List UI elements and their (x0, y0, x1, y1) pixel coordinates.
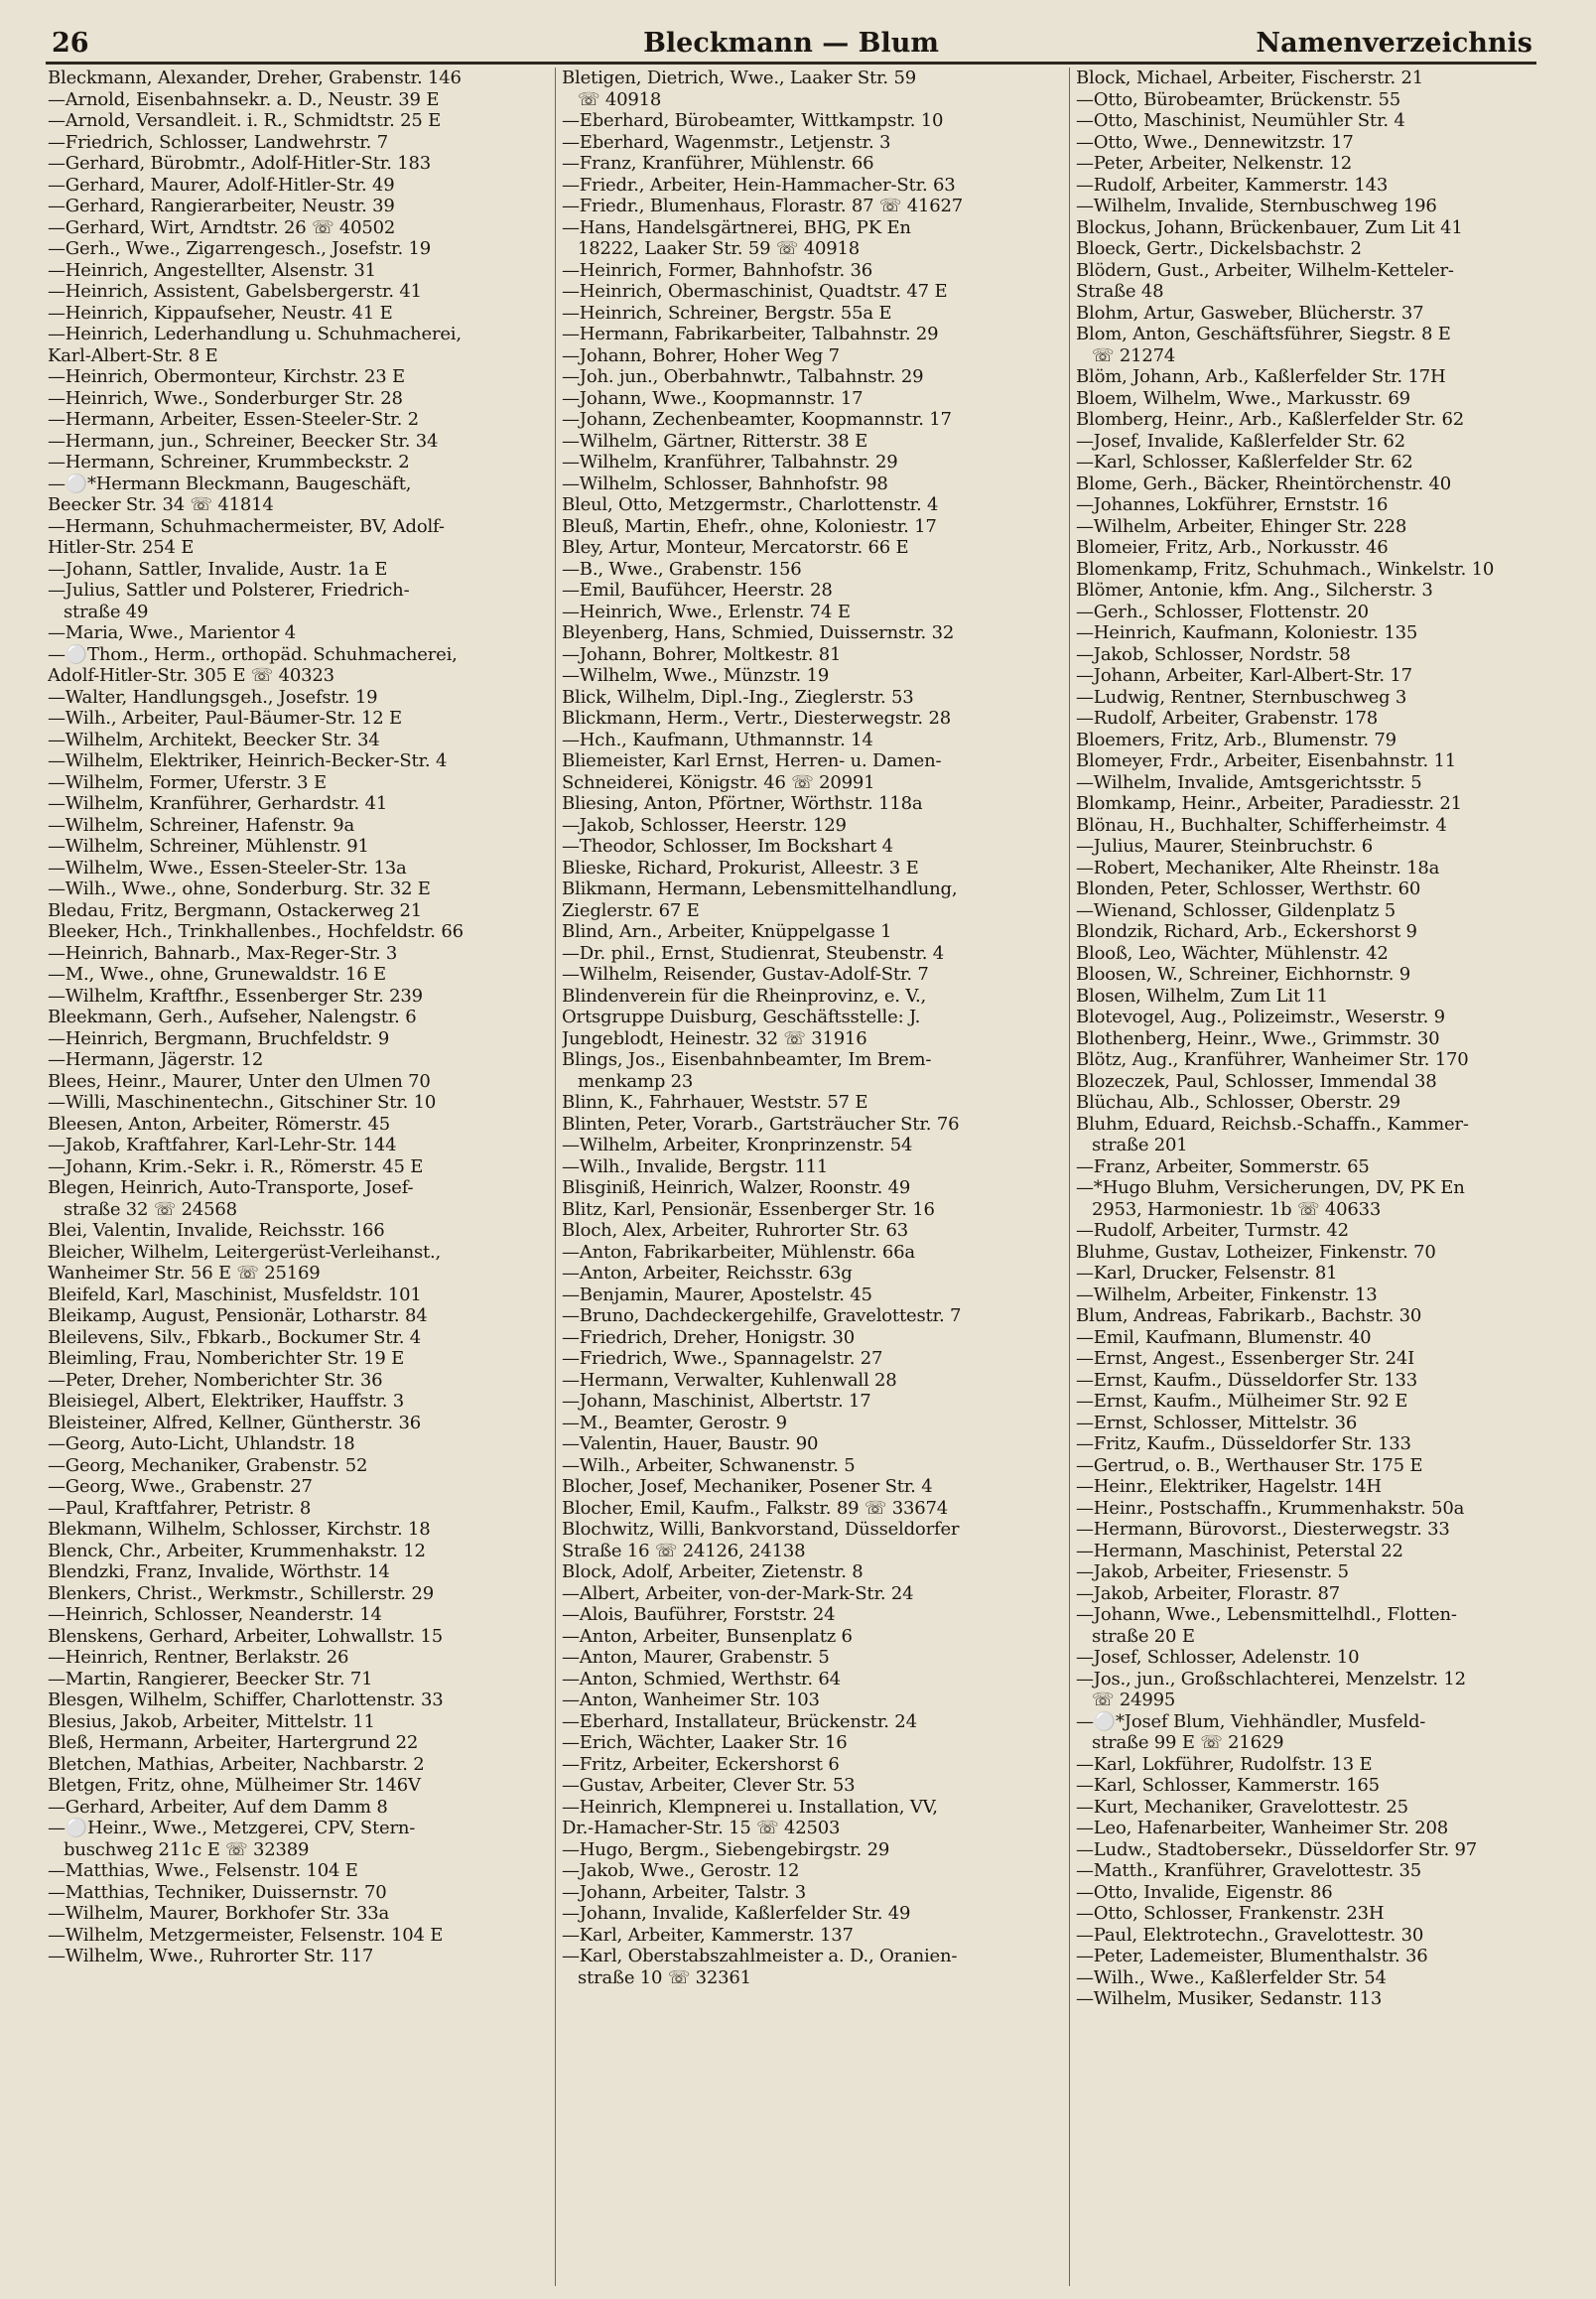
directory-entry: Blindenverein für die Rheinprovinz, e. V., (562, 985, 927, 1007)
directory-entry: —Heinrich, Bergmann, Bruchfeldstr. 9 (48, 1027, 390, 1049)
directory-entry: —Eberhard, Wagenmstr., Letjenstr. 3 (562, 131, 891, 153)
directory-entry: —B., Wwe., Grabenstr. 156 (562, 558, 802, 580)
directory-entry: —Jakob, Schlosser, Nordstr. 58 (1076, 643, 1351, 665)
directory-entry: —Johann, Krim.-Sekr. i. R., Römerstr. 45 E (48, 1155, 424, 1177)
directory-entry: Blocher, Josef, Mechaniker, Posener Str. 4 (562, 1476, 933, 1497)
directory-entry: Blomberg, Heinr., Arb., Kaßlerfelder Str. 62 (1076, 409, 1464, 430)
directory-entry: Bleilevens, Silv., Fbkarb., Bockumer Str. 4 (48, 1326, 422, 1348)
directory-entry: —Wilhelm, Invalide, Sternbuschweg 196 (1076, 196, 1437, 216)
directory-entry: Blees, Heinr., Maurer, Unter den Ulmen 70 (48, 1070, 431, 1092)
directory-entry: Blendzki, Franz, Invalide, Wörthstr. 14 (48, 1561, 390, 1582)
directory-entry: Karl-Albert-Str. 8 E (48, 344, 218, 366)
directory-entry: —Gertrud, o. B., Werthauser Str. 175 E (1076, 1454, 1423, 1476)
directory-entry: ☏ 24995 (1092, 1690, 1176, 1710)
directory-entry: straße 201 (1092, 1135, 1188, 1155)
directory-entry: —Erich, Wächter, Laaker Str. 16 (562, 1732, 848, 1753)
directory-entry: straße 49 (64, 601, 149, 622)
directory-entry: Jungeblodt, Heinestr. 32 ☏ 31916 (562, 1027, 867, 1049)
directory-entry: Blohm, Artur, Gasweber, Blücherstr. 37 (1076, 302, 1424, 324)
directory-entry: Blikmann, Hermann, Lebensmittelhandlung, (562, 879, 958, 899)
directory-entry: Blockus, Johann, Brückenbauer, Zum Lit 41 (1076, 216, 1463, 238)
directory-entry: —Georg, Wwe., Grabenstr. 27 (48, 1476, 313, 1497)
directory-entry: Blick, Wilhelm, Dipl.-Ing., Zieglerstr. 53 (562, 686, 914, 708)
directory-entry: —Rudolf, Arbeiter, Kammerstr. 143 (1076, 174, 1389, 196)
directory-entry: Bloem, Wilhelm, Wwe., Markusstr. 69 (1076, 387, 1410, 409)
directory-entry: Bloosen, W., Schreiner, Eichhornstr. 9 (1076, 964, 1411, 985)
directory-entry: Bliesing, Anton, Pförtner, Wörthstr. 118a (562, 793, 923, 814)
directory-entry: —Paul, Kraftfahrer, Petristr. 8 (48, 1497, 312, 1519)
directory-entry: —Heinrich, Bahnarb., Max-Reger-Str. 3 (48, 942, 398, 964)
directory-entry: —Johann, Bohrer, Moltkestr. 81 (562, 643, 842, 665)
directory-entry: Blödern, Gust., Arbeiter, Wilhelm-Ketteler- (1076, 259, 1454, 281)
directory-entry: —Gerhard, Maurer, Adolf-Hitler-Str. 49 (48, 174, 395, 196)
directory-entry: 2953, Harmoniestr. 1b ☏ 40633 (1092, 1198, 1382, 1220)
directory-entry: —⚪*Josef Blum, Viehhändler, Musfeld- (1076, 1710, 1426, 1732)
directory-entry: —Hermann, Fabrikarbeiter, Talbahnstr. 29 (562, 324, 939, 344)
directory-entry: —Heinr., Postschaffn., Krummenhakstr. 50a (1076, 1497, 1465, 1519)
directory-entry: ☏ 21274 (1092, 344, 1176, 366)
directory-entry: —Paul, Elektrotechn., Gravelottestr. 30 (1076, 1924, 1424, 1946)
directory-entry: —Georg, Mechaniker, Grabenstr. 52 (48, 1454, 368, 1476)
directory-entry: —Peter, Dreher, Nomberichter Str. 36 (48, 1369, 383, 1391)
directory-entry: ☏ 40918 (578, 88, 662, 110)
directory-entry: Blegen, Heinrich, Auto-Transporte, Josef- (48, 1177, 414, 1198)
directory-entry: Blozeczek, Paul, Schlosser, Immendal 38 (1076, 1070, 1437, 1092)
directory-entry: —Benjamin, Maurer, Apostelstr. 45 (562, 1284, 872, 1305)
directory-entry: Bley, Artur, Monteur, Mercatorstr. 66 E (562, 537, 909, 558)
directory-entry: —Heinrich, Kaufmann, Koloniestr. 135 (1076, 622, 1418, 643)
directory-entry: —Wilhelm, Musiker, Sedanstr. 113 (1076, 1988, 1383, 2009)
directory-entry: —⚪Thom., Herm., orthopäd. Schuhmacherei, (48, 643, 458, 665)
directory-entry: Blum, Andreas, Fabrikarb., Bachstr. 30 (1076, 1305, 1422, 1326)
directory-entry: —Wilhelm, Kranführer, Talbahnstr. 29 (562, 452, 898, 473)
directory-entry: —Wilh., Arbeiter, Schwanenstr. 5 (562, 1454, 856, 1476)
directory-entry: —Fritz, Kaufm., Düsseldorfer Str. 133 (1076, 1433, 1411, 1454)
directory-entry: Bleisiegel, Albert, Elektriker, Hauffstr. 3 (48, 1391, 405, 1412)
directory-entry: Blondzik, Richard, Arb., Eckershorst 9 (1076, 921, 1417, 942)
directory-entry: —Wilhelm, Invalide, Amtsgerichtsstr. 5 (1076, 771, 1422, 793)
directory-entry: Blosen, Wilhelm, Zum Lit 11 (1076, 985, 1329, 1007)
directory-entry: Blonden, Peter, Schlosser, Werthstr. 60 (1076, 879, 1421, 899)
directory-entry: —Heinrich, Wwe., Sonderburger Str. 28 (48, 387, 403, 409)
directory-entry: —Heinrich, Schlosser, Neanderstr. 14 (48, 1604, 382, 1625)
directory-entry: —Ernst, Schlosser, Mittelstr. 36 (1076, 1412, 1358, 1433)
directory-entry: —Julius, Sattler und Polsterer, Friedrich- (48, 580, 410, 601)
directory-entry: —M., Beamter, Gerostr. 9 (562, 1412, 787, 1433)
directory-entry: Wanheimer Str. 56 E ☏ 25169 (48, 1263, 321, 1284)
directory-entry: —⚪*Hermann Bleckmann, Baugeschäft, (48, 473, 412, 494)
directory-entry: —Heinrich, Kippaufseher, Neustr. 41 E (48, 302, 393, 324)
directory-entry: buschweg 211c E ☏ 32389 (64, 1838, 310, 1860)
section-title: Namenverzeichnis (1256, 28, 1532, 59)
directory-entry: —Emil, Baufühcer, Heerstr. 28 (562, 580, 833, 601)
directory-entry: —Matthias, Techniker, Duissernstr. 70 (48, 1881, 387, 1903)
directory-entry: Blötz, Aug., Kranführer, Wanheimer Str. 170 (1076, 1049, 1469, 1070)
directory-entry: —Heinrich, Obermonteur, Kirchstr. 23 E (48, 366, 405, 387)
directory-entry: —Joh. jun., Oberbahnwtr., Talbahnstr. 29 (562, 366, 924, 387)
page-title: Bleckmann — Blum (643, 28, 939, 59)
directory-entry: —Albert, Arbeiter, von-der-Mark-Str. 24 (562, 1582, 914, 1604)
directory-entry: Bleifeld, Karl, Maschinist, Musfeldstr. 101 (48, 1284, 422, 1305)
directory-entry: —Wilhelm, Gärtner, Ritterstr. 38 E (562, 430, 868, 452)
directory-entry: —Hermann, Verwalter, Kuhlenwall 28 (562, 1369, 897, 1391)
directory-entry: Bletigen, Dietrich, Wwe., Laaker Str. 59 (562, 68, 916, 88)
directory-entry: Blenkers, Christ., Werkmstr., Schillerstr. 29 (48, 1582, 434, 1604)
directory-entry: Blenskens, Gerhard, Arbeiter, Lohwallstr. 15 (48, 1625, 444, 1647)
directory-entry: —Gerhard, Arbeiter, Auf dem Damm 8 (48, 1796, 388, 1818)
directory-entry: —Heinrich, Assistent, Gabelsbergerstr. 41 (48, 281, 422, 302)
directory-entry: —Walter, Handlungsgeh., Josefstr. 19 (48, 686, 378, 708)
directory-entry: Zieglerstr. 67 E (562, 899, 700, 921)
column-3 (1076, 68, 1584, 2286)
directory-entry: —Wilhelm, Arbeiter, Kronprinzenstr. 54 (562, 1135, 913, 1155)
directory-entry: —Wilhelm, Wwe., Ruhrorter Str. 117 (48, 1946, 374, 1966)
directory-entry: —Heinrich, Obermaschinist, Quadtstr. 47 E (562, 281, 948, 302)
directory-entry: Beecker Str. 34 ☏ 41814 (48, 494, 274, 515)
directory-entry: Bleyenberg, Hans, Schmied, Duissernstr. 32 (562, 622, 955, 643)
directory-entry: —Johann, Invalide, Kaßlerfelder Str. 49 (562, 1903, 911, 1924)
column-divider (555, 68, 556, 2286)
directory-entry: —Wilhelm, Maurer, Borkhofer Str. 33a (48, 1903, 390, 1924)
directory-entry: straße 99 E ☏ 21629 (1092, 1732, 1284, 1753)
directory-entry: —Gustav, Arbeiter, Clever Str. 53 (562, 1775, 856, 1796)
directory-entry: —Alois, Bauführer, Forststr. 24 (562, 1604, 836, 1625)
column-divider (1069, 68, 1070, 2286)
directory-entry: Schneiderei, Königstr. 46 ☏ 20991 (562, 771, 875, 793)
directory-entry: —Gerh., Schlosser, Flottenstr. 20 (1076, 601, 1369, 622)
column-2 (562, 68, 1070, 2286)
directory-entry: —Rudolf, Arbeiter, Grabenstr. 178 (1076, 708, 1378, 729)
directory-entry: Ortsgruppe Duisburg, Geschäftsstelle: J. (562, 1007, 921, 1027)
directory-entry: Bluhm, Eduard, Reichsb.-Schaffn., Kammer- (1076, 1113, 1469, 1135)
directory-entry: —Heinrich, Wwe., Erlenstr. 74 E (562, 601, 851, 622)
directory-entry: Blocher, Emil, Kaufm., Falkstr. 89 ☏ 33674 (562, 1497, 948, 1519)
directory-entry: —Wilhelm, Arbeiter, Ehinger Str. 228 (1076, 515, 1407, 537)
directory-entry: —Franz, Arbeiter, Sommerstr. 65 (1076, 1155, 1370, 1177)
directory-entry: Bloeck, Gertr., Dickelsbachstr. 2 (1076, 238, 1362, 259)
directory-entry: —Karl, Schlosser, Kammerstr. 165 (1076, 1775, 1380, 1796)
directory-entry: Bledau, Fritz, Bergmann, Ostackerweg 21 (48, 899, 422, 921)
directory-entry: Bleicher, Wilhelm, Leitergerüst-Verleihanst., (48, 1241, 442, 1263)
directory-entry: —Johann, Zechenbeamter, Koopmannstr. 17 (562, 409, 952, 430)
directory-entry: Adolf-Hitler-Str. 305 E ☏ 40323 (48, 665, 334, 686)
directory-entry: —Wilhelm, Wwe., Münzstr. 19 (562, 665, 830, 686)
directory-entry: —Ernst, Kaufm., Düsseldorfer Str. 133 (1076, 1369, 1418, 1391)
directory-entry: —Bruno, Dachdeckergehilfe, Gravelottestr. 7 (562, 1305, 962, 1326)
directory-entry: —Karl, Lokführer, Rudolfstr. 13 E (1076, 1753, 1373, 1775)
directory-entry: —Wilhelm, Reisender, Gustav-Adolf-Str. 7 (562, 964, 929, 985)
directory-entry: —Jos., jun., Großschlachterei, Menzelstr. 12 (1076, 1668, 1466, 1690)
directory-entry: Blitz, Karl, Pensionär, Essenberger Str. 16 (562, 1198, 935, 1220)
directory-entry: —Anton, Arbeiter, Bunsenplatz 6 (562, 1625, 853, 1647)
directory-entry: —Hermann, Schuhmachermeister, BV, Adolf- (48, 515, 445, 537)
directory-entry: Blind, Arn., Arbeiter, Knüppelgasse 1 (562, 921, 892, 942)
directory-entry: —Karl, Drucker, Felsenstr. 81 (1076, 1263, 1338, 1284)
directory-entry: —Johann, Maschinist, Albertstr. 17 (562, 1391, 871, 1412)
directory-entry: Bleimling, Frau, Nomberichter Str. 19 E (48, 1348, 405, 1369)
directory-entry: —Heinrich, Klempnerei u. Installation, VV, (562, 1796, 938, 1818)
directory-entry: straße 10 ☏ 32361 (578, 1966, 751, 1988)
directory-entry: —Otto, Schlosser, Frankenstr. 23H (1076, 1903, 1385, 1924)
directory-entry: —Johann, Arbeiter, Karl-Albert-Str. 17 (1076, 665, 1412, 686)
directory-entry: —Arnold, Versandleit. i. R., Schmidtstr. 25 E (48, 110, 442, 131)
directory-entry: —Jakob, Kraftfahrer, Karl-Lehr-Str. 144 (48, 1135, 397, 1155)
directory-entry: —Hermann, jun., Schreiner, Beecker Str. 34 (48, 430, 439, 452)
directory-entry: —Gerhard, Rangierarbeiter, Neustr. 39 (48, 196, 395, 216)
directory-entry: —Ernst, Kaufm., Mülheimer Str. 92 E (1076, 1391, 1408, 1412)
directory-entry: —Jakob, Arbeiter, Florastr. 87 (1076, 1582, 1341, 1604)
directory-entry: Bleuß, Martin, Ehefr., ohne, Koloniestr. 17 (562, 515, 937, 537)
directory-entry: —Maria, Wwe., Marientor 4 (48, 622, 297, 643)
directory-entry: Bletchen, Mathias, Arbeiter, Nachbarstr. 2 (48, 1753, 425, 1775)
directory-entry: —*Hugo Bluhm, Versicherungen, DV, PK En (1076, 1177, 1465, 1198)
directory-entry: —Hermann, Bürovorst., Diesterwegstr. 33 (1076, 1519, 1450, 1540)
directory-entry: —Johannes, Lokführer, Ernststr. 16 (1076, 494, 1389, 515)
directory-entry: —Hugo, Bergm., Siebengebirgstr. 29 (562, 1838, 890, 1860)
directory-entry: —Johann, Bohrer, Hoher Weg 7 (562, 344, 840, 366)
directory-entry: Blöm, Johann, Arb., Kaßlerfelder Str. 17H (1076, 366, 1446, 387)
directory-entry: straße 20 E (1092, 1625, 1195, 1647)
directory-entry: Blönau, H., Buchhalter, Schifferheimstr. 4 (1076, 814, 1447, 836)
directory-entry: —Anton, Arbeiter, Reichsstr. 63g (562, 1263, 853, 1284)
directory-entry: —Wilhelm, Elektriker, Heinrich-Becker-Str. 4 (48, 750, 448, 771)
directory-entry: —Wilhelm, Former, Uferstr. 3 E (48, 771, 327, 793)
directory-entry: Blei, Valentin, Invalide, Reichsstr. 166 (48, 1220, 385, 1241)
directory-entry: Bleß, Hermann, Arbeiter, Hartergrund 22 (48, 1732, 419, 1753)
directory-entry: —Johann, Sattler, Invalide, Austr. 1a E (48, 558, 388, 580)
directory-entry: —Rudolf, Arbeiter, Turmstr. 42 (1076, 1220, 1349, 1241)
directory-entry: —Eberhard, Bürobeamter, Wittkampstr. 10 (562, 110, 944, 131)
directory-entry: —Valentin, Hauer, Baustr. 90 (562, 1433, 819, 1454)
directory-entry: Bleekmann, Gerh., Aufseher, Nalengstr. 6 (48, 1007, 417, 1027)
page-number: 26 (52, 28, 89, 59)
directory-entry: —Leo, Hafenarbeiter, Wanheimer Str. 208 (1076, 1818, 1448, 1838)
directory-entry: Hitler-Str. 254 E (48, 537, 195, 558)
directory-entry: Blesgen, Wilhelm, Schiffer, Charlottenstr. 33 (48, 1690, 444, 1710)
directory-entry: —Hermann, Arbeiter, Essen-Steeler-Str. 2 (48, 409, 419, 430)
directory-entry: —Peter, Arbeiter, Nelkenstr. 12 (1076, 153, 1352, 174)
directory-entry: Bletgen, Fritz, ohne, Mülheimer Str. 146V (48, 1775, 421, 1796)
directory-entry: —Fritz, Arbeiter, Eckershorst 6 (562, 1753, 840, 1775)
directory-entry: —Georg, Auto-Licht, Uhlandstr. 18 (48, 1433, 355, 1454)
directory-entry: Blesius, Jakob, Arbeiter, Mittelstr. 11 (48, 1710, 375, 1732)
directory-entry: —Heinrich, Schreiner, Bergstr. 55a E (562, 302, 892, 324)
directory-entry: —Johann, Arbeiter, Talstr. 3 (562, 1881, 806, 1903)
directory-entry: Straße 48 (1076, 281, 1164, 302)
directory-entry: —Kurt, Mechaniker, Gravelottestr. 25 (1076, 1796, 1408, 1818)
directory-entry: —Hch., Kaufmann, Uthmannstr. 14 (562, 729, 873, 750)
directory-entry: —Wilhelm, Arbeiter, Finkenstr. 13 (1076, 1284, 1378, 1305)
directory-entry: Blomenkamp, Fritz, Schuhmach., Winkelstr. 10 (1076, 558, 1495, 580)
directory-entry: —Friedrich, Schlosser, Landwehrstr. 7 (48, 131, 388, 153)
directory-entry: —Matthias, Wwe., Felsenstr. 104 E (48, 1860, 358, 1881)
directory-entry: —Wilhelm, Architekt, Beecker Str. 34 (48, 729, 380, 750)
directory-entry: —Anton, Wanheimer Str. 103 (562, 1690, 820, 1710)
directory-entry: —Heinr., Elektriker, Hagelstr. 14H (1076, 1476, 1382, 1497)
directory-entry: —M., Wwe., ohne, Grunewaldstr. 16 E (48, 964, 386, 985)
directory-entry: Bluhme, Gustav, Lotheizer, Finkenstr. 70 (1076, 1241, 1436, 1263)
directory-entry: Bleisteiner, Alfred, Kellner, Güntherstr. 36 (48, 1412, 421, 1433)
directory-entry: —Gerhard, Wirt, Arndtstr. 26 ☏ 40502 (48, 216, 396, 238)
directory-entry: —Karl, Oberstabszahlmeister a. D., Oranien- (562, 1946, 958, 1966)
directory-entry: Blome, Gerh., Bäcker, Rheintörchenstr. 40 (1076, 473, 1452, 494)
directory-entry: Block, Adolf, Arbeiter, Zietenstr. 8 (562, 1561, 864, 1582)
directory-entry: —Johann, Wwe., Koopmannstr. 17 (562, 387, 864, 409)
directory-entry: —Friedrich, Dreher, Honigstr. 30 (562, 1326, 855, 1348)
directory-entry: Blenck, Chr., Arbeiter, Krummenhakstr. 12 (48, 1540, 426, 1561)
directory-entry: Blickmann, Herm., Vertr., Diesterwegstr. 28 (562, 708, 951, 729)
directory-entry: —Ludw., Stadtobersekr., Düsseldorfer Str. 97 (1076, 1838, 1478, 1860)
directory-entry: —Otto, Invalide, Eigenstr. 86 (1076, 1881, 1333, 1903)
directory-entry: —Heinrich, Lederhandlung u. Schuhmacherei, (48, 324, 462, 344)
directory-entry: Bleeker, Hch., Trinkhallenbes., Hochfeldstr. 66 (48, 921, 464, 942)
directory-entry: —Ludwig, Rentner, Sternbuschweg 3 (1076, 686, 1407, 708)
directory-entry: —Anton, Schmied, Werthstr. 64 (562, 1668, 841, 1690)
directory-entry: —Wilh., Wwe., ohne, Sonderburg. Str. 32 E (48, 879, 431, 899)
directory-entry: Blotevogel, Aug., Polizeimstr., Weserstr. 9 (1076, 1007, 1445, 1027)
directory-entry: Blisginiß, Heinrich, Walzer, Roonstr. 49 (562, 1177, 911, 1198)
directory-entry: —Wilhelm, Kraftfhr., Essenberger Str. 239 (48, 985, 423, 1007)
directory-entry: —Wilhelm, Kranführer, Gerhardstr. 41 (48, 793, 388, 814)
directory-entry: —Otto, Maschinist, Neumühler Str. 4 (1076, 110, 1405, 131)
directory-entry: Bloch, Alex, Arbeiter, Ruhrorter Str. 63 (562, 1220, 908, 1241)
directory-entry: —Julius, Maurer, Steinbruchstr. 6 (1076, 836, 1374, 857)
directory-entry: menkamp 23 (578, 1070, 694, 1092)
directory-entry: —Johann, Wwe., Lebensmittelhdl., Flotten- (1076, 1604, 1457, 1625)
directory-entry: —Matth., Kranführer, Gravelottestr. 35 (1076, 1860, 1422, 1881)
directory-entry: —Wilhelm, Schlosser, Bahnhofstr. 98 (562, 473, 888, 494)
directory-entry: —Josef, Schlosser, Adelenstr. 10 (1076, 1647, 1360, 1668)
directory-entry: Blooß, Leo, Wächter, Mühlenstr. 42 (1076, 942, 1389, 964)
column-1 (48, 68, 556, 2286)
directory-entry: —Josef, Invalide, Kaßlerfelder Str. 62 (1076, 430, 1405, 452)
directory-entry: —Eberhard, Installateur, Brückenstr. 24 (562, 1710, 917, 1732)
directory-entry: —Otto, Bürobeamter, Brückenstr. 55 (1076, 88, 1400, 110)
directory-entry: 18222, Laaker Str. 59 ☏ 40918 (578, 238, 860, 259)
directory-entry: —Heinrich, Angestellter, Alsenstr. 31 (48, 259, 376, 281)
directory-entry: straße 32 ☏ 24568 (64, 1198, 237, 1220)
directory-entry: —Ernst, Angest., Essenberger Str. 24I (1076, 1348, 1415, 1369)
directory-entry: —Hermann, Schreiner, Krummbeckstr. 2 (48, 452, 410, 473)
directory-entry: —Arnold, Eisenbahnsekr. a. D., Neustr. 39 E (48, 88, 440, 110)
directory-entry: —Franz, Kranführer, Mühlenstr. 66 (562, 153, 874, 174)
directory-entry: —Wilhelm, Metzgermeister, Felsenstr. 104 E (48, 1924, 444, 1946)
directory-entry: —Heinrich, Former, Bahnhofstr. 36 (562, 259, 872, 281)
directory-entry: Blom, Anton, Geschäftsführer, Siegstr. 8 E (1076, 324, 1451, 344)
directory-entry: Blinn, K., Fahrhauer, Weststr. 57 E (562, 1092, 868, 1113)
directory-entry: Bleul, Otto, Metzgermstr., Charlottenstr. 4 (562, 494, 939, 515)
directory-entry: —Friedr., Arbeiter, Hein-Hammacher-Str. 63 (562, 174, 956, 196)
directory-entry: —Willi, Maschinentechn., Gitschiner Str. 10 (48, 1092, 437, 1113)
directory-entry: Blomeyer, Frdr., Arbeiter, Eisenbahnstr. 11 (1076, 750, 1456, 771)
directory-entry: —Wilh., Wwe., Kaßlerfelder Str. 54 (1076, 1966, 1387, 1988)
directory-entry: —Friedr., Blumenhaus, Florastr. 87 ☏ 41627 (562, 196, 963, 216)
directory-entry: Blochwitz, Willi, Bankvorstand, Düsseldorfer (562, 1519, 960, 1540)
page-header (46, 22, 1536, 65)
directory-entry: Bliemeister, Karl Ernst, Herren- u. Damen- (562, 750, 942, 771)
directory-entry: —Heinrich, Rentner, Berlakstr. 26 (48, 1647, 349, 1668)
directory-entry: Blomkamp, Heinr., Arbeiter, Paradiesstr. 21 (1076, 793, 1462, 814)
directory-entry: —Martin, Rangierer, Beecker Str. 71 (48, 1668, 373, 1690)
directory-entry: —Wienand, Schlosser, Gildenplatz 5 (1076, 899, 1396, 921)
directory-entry: —Emil, Kaufmann, Blumenstr. 40 (1076, 1326, 1372, 1348)
directory-entry: Blinten, Peter, Vorarb., Gartsträucher Str. 76 (562, 1113, 960, 1135)
directory-entry: —⚪Heinr., Wwe., Metzgerei, CPV, Stern- (48, 1818, 416, 1838)
directory-entry: —Wilh., Arbeiter, Paul-Bäumer-Str. 12 E (48, 708, 402, 729)
directory-entry: Straße 16 ☏ 24126, 24138 (562, 1540, 806, 1561)
directory-entry: —Karl, Schlosser, Kaßlerfelder Str. 62 (1076, 452, 1413, 473)
directory-entry: —Hermann, Maschinist, Peterstal 22 (1076, 1540, 1403, 1561)
directory-entry: Bleesen, Anton, Arbeiter, Römerstr. 45 (48, 1113, 390, 1135)
directory-entry: —Wilhelm, Wwe., Essen-Steeler-Str. 13a (48, 857, 407, 879)
directory-entry: Blings, Jos., Eisenbahnbeamter, Im Brem- (562, 1049, 932, 1070)
directory-entry: —Karl, Arbeiter, Kammerstr. 137 (562, 1924, 854, 1946)
directory-entry: —Theodor, Schlosser, Im Bockshart 4 (562, 836, 893, 857)
directory-entry: Bloemers, Fritz, Arb., Blumenstr. 79 (1076, 729, 1396, 750)
directory-entry: —Wilh., Invalide, Bergstr. 111 (562, 1155, 829, 1177)
directory-entry: Blieske, Richard, Prokurist, Alleestr. 3 E (562, 857, 919, 879)
directory-entry: Bleckmann, Alexander, Dreher, Grabenstr. 146 (48, 68, 462, 88)
directory-entry: —Jakob, Schlosser, Heerstr. 129 (562, 814, 847, 836)
directory-entry: Block, Michael, Arbeiter, Fischerstr. 21 (1076, 68, 1424, 88)
directory-entry: —Peter, Lademeister, Blumenthalstr. 36 (1076, 1946, 1428, 1966)
directory-entry: Blothenberg, Heinr., Wwe., Grimmstr. 30 (1076, 1027, 1440, 1049)
directory-entry: —Gerhard, Bürobmtr., Adolf-Hitler-Str. 183 (48, 153, 432, 174)
directory-entry: Dr.-Hamacher-Str. 15 ☏ 42503 (562, 1818, 841, 1838)
directory-entry: —Friedrich, Wwe., Spannagelstr. 27 (562, 1348, 883, 1369)
directory-entry: Blomeier, Fritz, Arb., Norkusstr. 46 (1076, 537, 1389, 558)
directory-entry: —Wilhelm, Schreiner, Mühlenstr. 91 (48, 836, 369, 857)
directory-entry: Blekmann, Wilhelm, Schlosser, Kirchstr. 18 (48, 1519, 431, 1540)
directory-entry: —Wilhelm, Schreiner, Hafenstr. 9a (48, 814, 355, 836)
directory-entry: —Hans, Handelsgärtnerei, BHG, PK En (562, 216, 911, 238)
directory-entry: —Dr. phil., Ernst, Studienrat, Steubenstr. 4 (562, 942, 945, 964)
directory-entry: —Jakob, Wwe., Gerostr. 12 (562, 1860, 800, 1881)
directory-entry: —Otto, Wwe., Dennewitzstr. 17 (1076, 131, 1354, 153)
directory-entry: —Jakob, Arbeiter, Friesenstr. 5 (1076, 1561, 1349, 1582)
directory-entry: Bleikamp, August, Pensionär, Lotharstr. 84 (48, 1305, 428, 1326)
directory-entry: Blömer, Antonie, kfm. Ang., Silcherstr. 3 (1076, 580, 1433, 601)
directory-entry: Blüchau, Alb., Schlosser, Oberstr. 29 (1076, 1092, 1400, 1113)
directory-entry: —Anton, Maurer, Grabenstr. 5 (562, 1647, 830, 1668)
directory-entry: —Gerh., Wwe., Zigarrengesch., Josefstr. 19 (48, 238, 431, 259)
directory-entry: —Robert, Mechaniker, Alte Rheinstr. 18a (1076, 857, 1440, 879)
directory-entry: —Hermann, Jägerstr. 12 (48, 1049, 264, 1070)
directory-entry: —Anton, Fabrikarbeiter, Mühlenstr. 66a (562, 1241, 915, 1263)
